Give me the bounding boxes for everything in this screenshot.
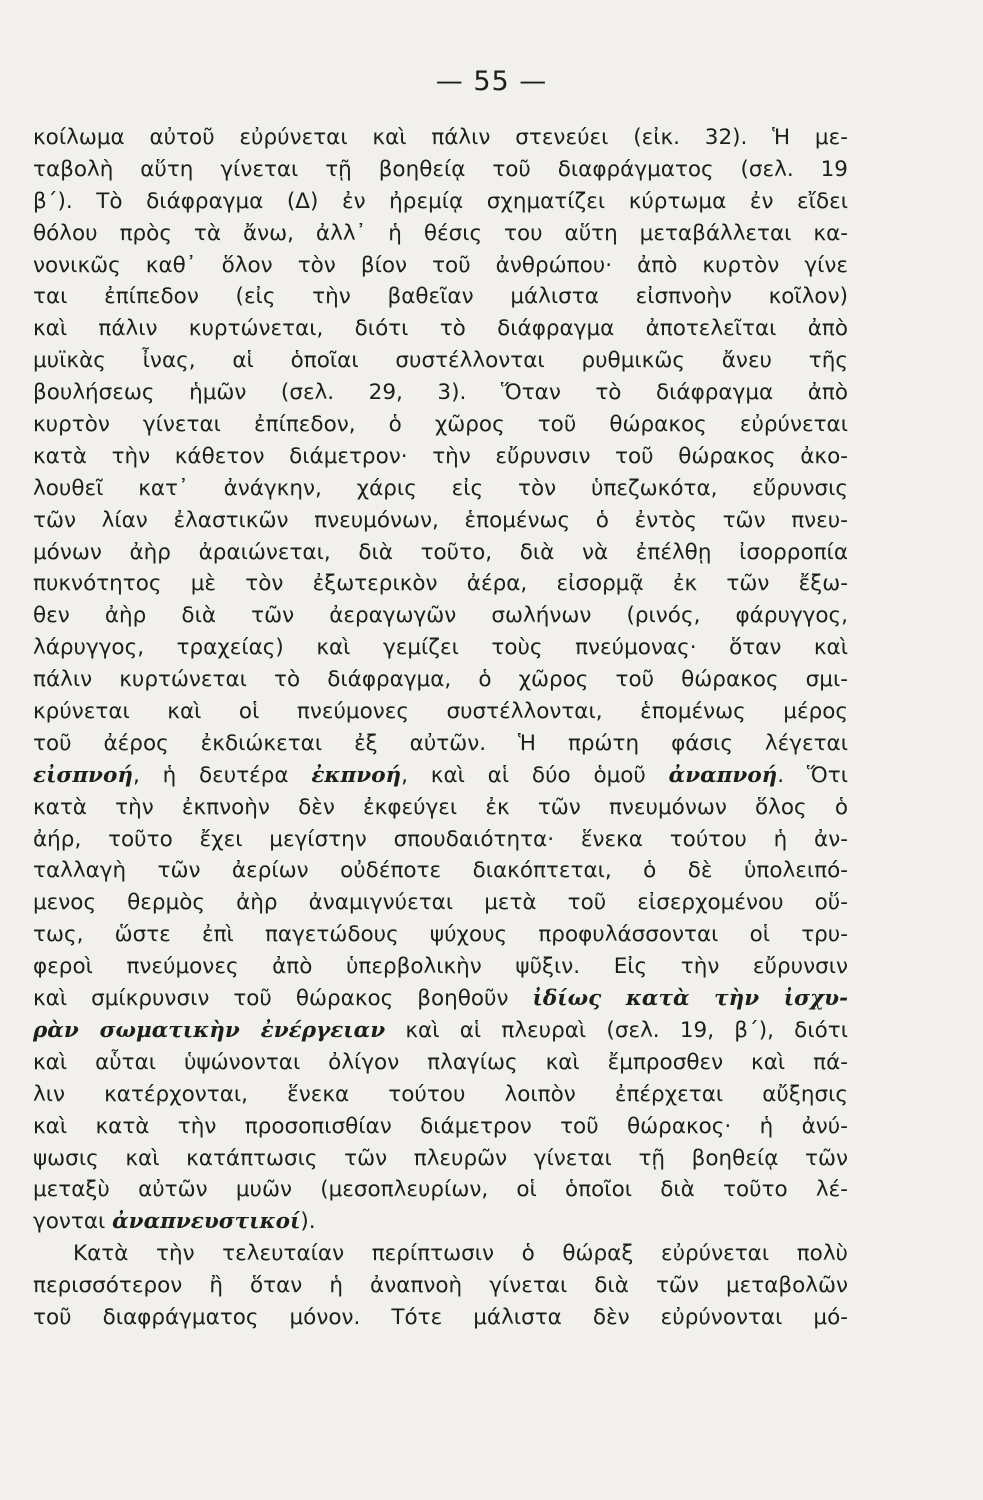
text-line <box>33 919 848 951</box>
text-run: γονται <box>33 1209 113 1235</box>
emphasized-term: ἀναπνευστικοί <box>112 1209 301 1235</box>
text-run: κρύνεται καὶ οἱ πνεύμονες συστέλλονται, ἑπομένως μέρος <box>33 699 848 725</box>
text-run: καὶ πάλιν κυρτώνεται, διότι τὸ διάφραγμα ἀποτελεῖται ἀπὸ <box>33 316 848 342</box>
paragraph <box>33 1238 848 1334</box>
text-line <box>33 186 848 218</box>
text-line <box>33 728 848 760</box>
text-run: μενος θερμὸς ἀὴρ ἀναμιγνύεται μετὰ τοῦ εἰσερχομένου οὕ- <box>33 890 848 916</box>
text-run: καὶ κατὰ τὴν προσοπισθίαν διάμετρον τοῦ θώρακος· ἡ ἀνύ- <box>33 1113 848 1139</box>
text-line <box>33 760 848 792</box>
text-run: τοῦ ἀέρος ἐκδιώκεται ἐξ αὐτῶν. Ἡ πρώτη φάσις λέγεται <box>33 730 848 756</box>
text-run: λάρυγγος, τραχείας) καὶ γεμίζει τοὺς πνεύμονας· ὅταν καὶ <box>33 635 848 661</box>
text-run: λουθεῖ κατ᾽ ἀνάγκην, χάρις εἰς τὸν ὑπεζωκότα, εὔρυνσις <box>33 475 848 501</box>
paragraph <box>33 122 848 1238</box>
text-line <box>33 855 848 887</box>
text-line <box>33 1079 848 1111</box>
text-run: τως, ὥστε ἐπὶ παγετώδους ψύχους προφυλάσσονται οἱ τρυ- <box>33 922 848 948</box>
text-line <box>33 1047 848 1079</box>
text-line <box>33 696 848 728</box>
emphasized-term: ἰδίως κατὰ τὴν ἰσχυ- <box>532 986 848 1012</box>
text-line <box>33 377 848 409</box>
text-run: ταλλαγὴ τῶν ἀερίων οὐδέποτε διακόπτεται, ὁ δὲ ὑπολειπό- <box>33 858 848 884</box>
text-run: νονικῶς καθ᾽ ὅλον τὸν βίον τοῦ ἀνθρώπου· ἀπὸ κυρτὸν γίνε <box>33 252 848 278</box>
text-run: μεταξὺ αὐτῶν μυῶν (μεσοπλευρίων, οἱ ὁποῖοι διὰ τοῦτο λέ- <box>33 1177 848 1203</box>
text-run: καὶ σμίκρυνσιν τοῦ θώρακος βοηθοῦν <box>33 986 533 1012</box>
text-line <box>33 505 848 537</box>
text-run: καὶ αὗται ὑψώνονται ὀλίγον πλαγίως καὶ ἔμπροσθεν καὶ πά- <box>33 1049 848 1075</box>
text-run: ψωσις καὶ κατάπτωσις τῶν πλευρῶν γίνεται τῇ βοηθείᾳ τῶν <box>33 1145 848 1171</box>
text-line <box>33 345 848 377</box>
text-line <box>33 1270 848 1302</box>
text-line <box>33 1302 848 1334</box>
text-line <box>33 1143 848 1175</box>
text-line <box>33 154 848 186</box>
text-line <box>33 1015 848 1047</box>
text-line <box>33 441 848 473</box>
page-number: — 55 — <box>435 66 548 97</box>
text-run: βουλήσεως ἡμῶν (σελ. 29, 3). Ὅταν τὸ διάφραγμα ἀπὸ <box>33 380 848 406</box>
text-line <box>33 250 848 282</box>
text-line <box>33 951 848 983</box>
text-line <box>33 792 848 824</box>
emphasized-term: ἐκπνοή <box>311 762 402 788</box>
text-run: . Ὅτι <box>777 762 848 788</box>
text-run: ἀήρ, τοῦτο ἔχει μεγίστην σπουδαιότητα· ἕνεκα τούτου ἡ ἀν- <box>33 826 848 852</box>
text-line <box>33 409 848 441</box>
text-run: μόνων ἀὴρ ἀραιώνεται, διὰ τοῦτο, διὰ νὰ ἐπέλθῃ ἰσορροπία <box>33 539 848 565</box>
text-run: φεροὶ πνεύμονες ἀπὸ ὑπερβολικὴν ψῦξιν. Εἰς τὴν εὔρυνσιν <box>33 954 848 980</box>
text-line <box>33 664 848 696</box>
text-run: θόλου πρὸς τὰ ἄνω, ἀλλ᾽ ἡ θέσις του αὕτη μεταβάλλεται κα- <box>33 220 848 246</box>
text-line <box>33 473 848 505</box>
text-run: πάλιν κυρτώνεται τὸ διάφραγμα, ὁ χῶρος τοῦ θώρακος σμι- <box>33 667 848 693</box>
text-run: λιν κατέρχονται, ἕνεκα τούτου λοιπὸν ἐπέρχεται αὔξησις <box>33 1081 848 1107</box>
text-line <box>33 568 848 600</box>
text-line <box>33 1174 848 1206</box>
text-run: τῶν λίαν ἐλαστικῶν πνευμόνων, ἑπομένως ὁ ἐντὸς τῶν πνευ- <box>33 507 848 533</box>
text-run: , ἡ δευτέρα <box>132 762 312 788</box>
text-run: κοίλωμα αὐτοῦ εὐρύνεται καὶ πάλιν στενεύει (εἰκ. 32). Ἡ με- <box>33 125 848 150</box>
text-line <box>33 281 848 313</box>
text-run: , καὶ αἱ δύο ὁμοῦ <box>401 762 669 788</box>
emphasized-term: εἰσπνοή <box>33 762 133 788</box>
text-line <box>33 1111 848 1143</box>
text-run: καὶ αἱ πλευραὶ (σελ. 19, β΄), διότι <box>385 1017 848 1043</box>
body-text <box>33 122 848 1334</box>
text-run: Κατὰ τὴν τελευταίαν περίπτωσιν ὁ θώραξ εὐρύνεται πολὺ <box>73 1241 848 1267</box>
text-run: β΄). Τὸ διάφραγμα (Δ) ἐν ἠρεμίᾳ σχηματίζει κύρτωμα ἐν εἴδει <box>33 188 848 214</box>
text-line <box>33 983 848 1015</box>
text-line <box>33 1206 848 1238</box>
text-run: ταβολὴ αὕτη γίνεται τῇ βοηθείᾳ τοῦ διαφράγματος (σελ. 19 <box>33 156 848 182</box>
text-line <box>33 1238 848 1270</box>
text-run: κατὰ τὴν ἐκπνοὴν δὲν ἐκφεύγει ἐκ τῶν πνευμόνων ὅλος ὁ <box>33 794 848 820</box>
text-run: κατὰ τὴν κάθετον διάμετρον· τὴν εὔρυνσιν τοῦ θώρακος ἀκο- <box>33 443 848 469</box>
text-line <box>33 632 848 664</box>
text-line <box>33 600 848 632</box>
text-line <box>33 887 848 919</box>
text-run: πυκνότητος μὲ τὸν ἐξωτερικὸν ἀέρα, εἰσορμᾷ ἐκ τῶν ἔξω- <box>33 571 848 597</box>
emphasized-term: ἀναπνοή <box>668 762 778 788</box>
text-run: θεν ἀὴρ διὰ τῶν ἀεραγωγῶν σωλήνων (ρινός, φάρυγγος, <box>33 603 848 629</box>
text-run: περισσότερον ἢ ὅταν ἡ ἀναπνοὴ γίνεται διὰ τῶν μεταβολῶν <box>33 1273 848 1299</box>
text-line <box>33 218 848 250</box>
text-run: κυρτὸν γίνεται ἐπίπεδον, ὁ χῶρος τοῦ θώρακος εὐρύνεται <box>33 412 848 438</box>
emphasized-term: ρὰν σωματικὴν ἐνέργειαν <box>33 1017 386 1043</box>
text-run: μυϊκὰς ἶνας, αἱ ὁποῖαι συστέλλονται ρυθμικῶς ἄνευ τῆς <box>33 348 848 374</box>
text-line <box>33 824 848 856</box>
text-line <box>33 313 848 345</box>
text-run: ). <box>300 1209 316 1235</box>
text-line <box>33 537 848 569</box>
text-run: τοῦ διαφράγματος μόνον. Τότε μάλιστα δὲν εὐρύνονται μό- <box>33 1304 848 1330</box>
text-run: ται ἐπίπεδον (εἰς τὴν βαθεῖαν μάλιστα εἰσπνοὴν κοῖλον) <box>33 284 848 310</box>
text-line <box>33 122 848 154</box>
